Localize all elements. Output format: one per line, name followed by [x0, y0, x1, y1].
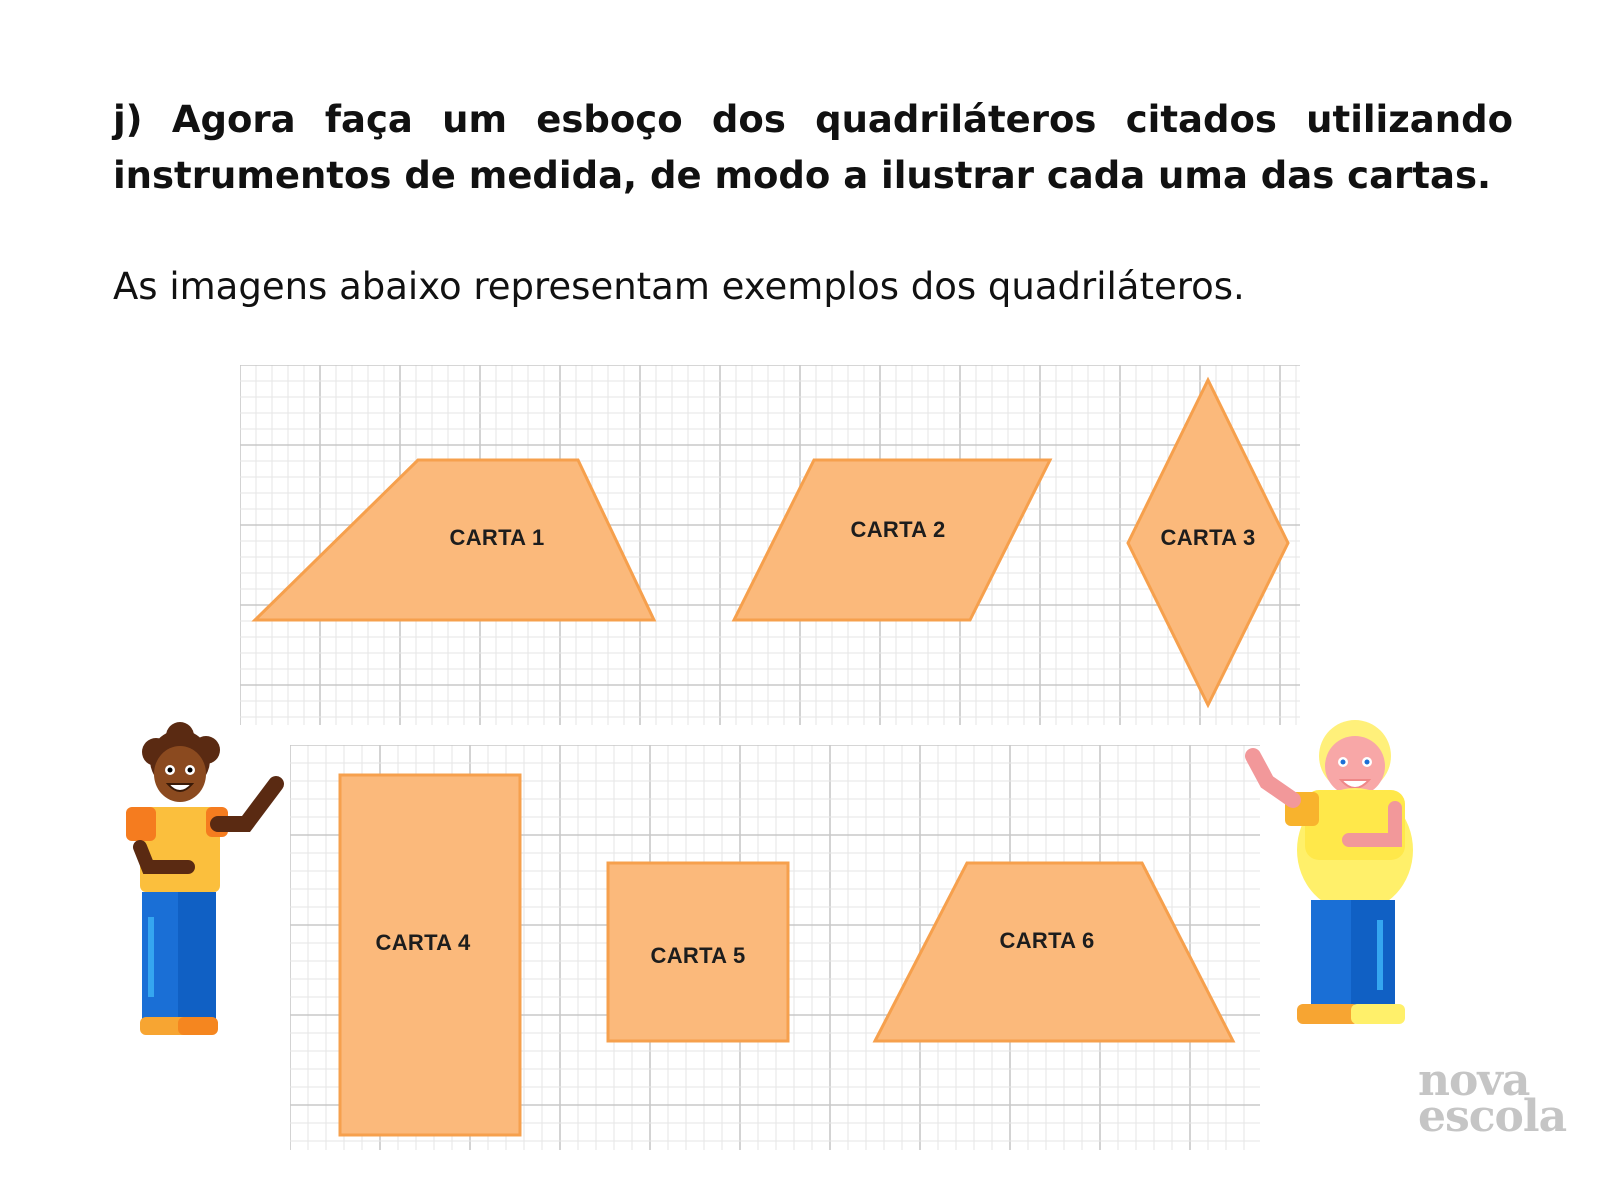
logo-line-1: nova: [1418, 1055, 1530, 1106]
grid-panel-top: [240, 365, 1300, 725]
card-3-label: CARTA 3: [1160, 525, 1256, 550]
card-2-label: CARTA 2: [850, 517, 946, 542]
card-5-label: CARTA 5: [650, 943, 746, 968]
logo-line-2: escola: [1418, 1091, 1567, 1142]
card-6-label: CARTA 6: [999, 928, 1095, 953]
nova-escola-logo: [1418, 1055, 1567, 1142]
card-4-label: CARTA 4: [375, 930, 471, 955]
grid-panel-bottom: [290, 745, 1260, 1150]
card-4-shape: [340, 775, 520, 1135]
card-1-label: CARTA 1: [449, 525, 545, 550]
character-left-illustration: [118, 722, 298, 1062]
note-text: As imagens abaixo representam exemplos dos quadriláteros.: [113, 265, 1245, 308]
question-text: j) Agora faça um esboço dos quadriláteros citados utilizando instrumentos de medida, de modo a ilustrar cada uma das cartas.: [113, 98, 1513, 197]
character-right-illustration: [1245, 720, 1445, 1060]
